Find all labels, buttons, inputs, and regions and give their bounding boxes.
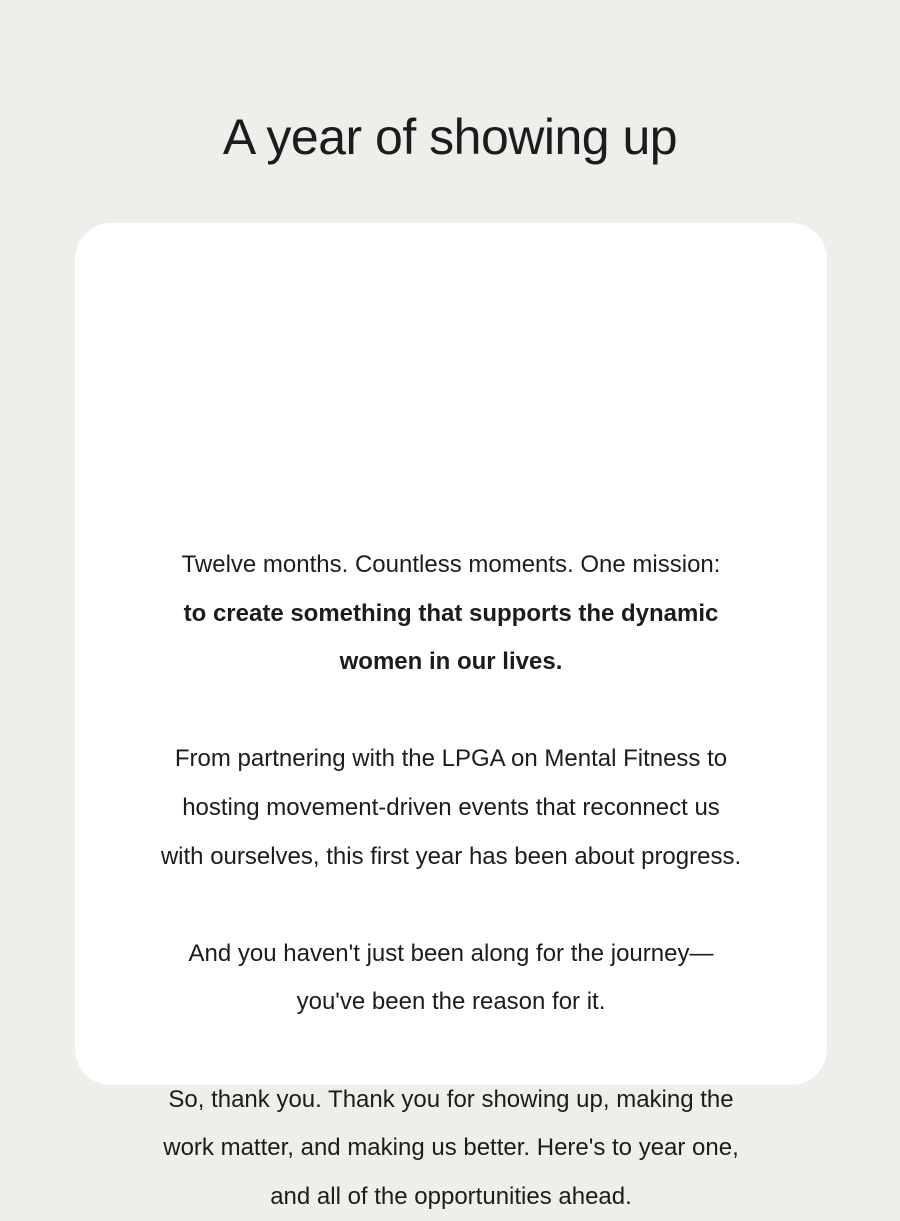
paragraph-line: and all of the opportunities ahead.	[270, 1182, 632, 1210]
paragraph-line: work matter, and making us better. Here's to year one,	[163, 1134, 739, 1162]
paragraph-line-bold: women in our lives.	[339, 648, 563, 676]
paragraph-line: Twelve months. Countless moments. One mission:	[181, 551, 721, 578]
paragraph-line: hosting movement-driven events that reconnect us	[182, 793, 720, 821]
paragraph-line: you've been the reason for it.	[296, 988, 606, 1016]
paragraph-line: From partnering with the LPGA on Mental Fitness to	[174, 745, 728, 773]
paragraph-line: with ourselves, this first year has been about progress.	[160, 842, 742, 870]
paragraph-journey	[75, 930, 827, 1027]
message-content	[75, 541, 827, 1221]
paragraph-thanks	[75, 1076, 827, 1221]
message-card	[75, 223, 827, 1210]
paragraph-line: And you haven't just been along for the journey—	[188, 939, 714, 967]
paragraph-line: So, thank you. Thank you for showing up, making the	[168, 1085, 734, 1113]
paragraph-mission	[75, 541, 827, 687]
paragraph-progress	[75, 735, 827, 881]
page-title: A year of showing up	[222, 109, 678, 165]
paragraph-line-bold: to create something that supports the dynamic	[183, 599, 719, 627]
